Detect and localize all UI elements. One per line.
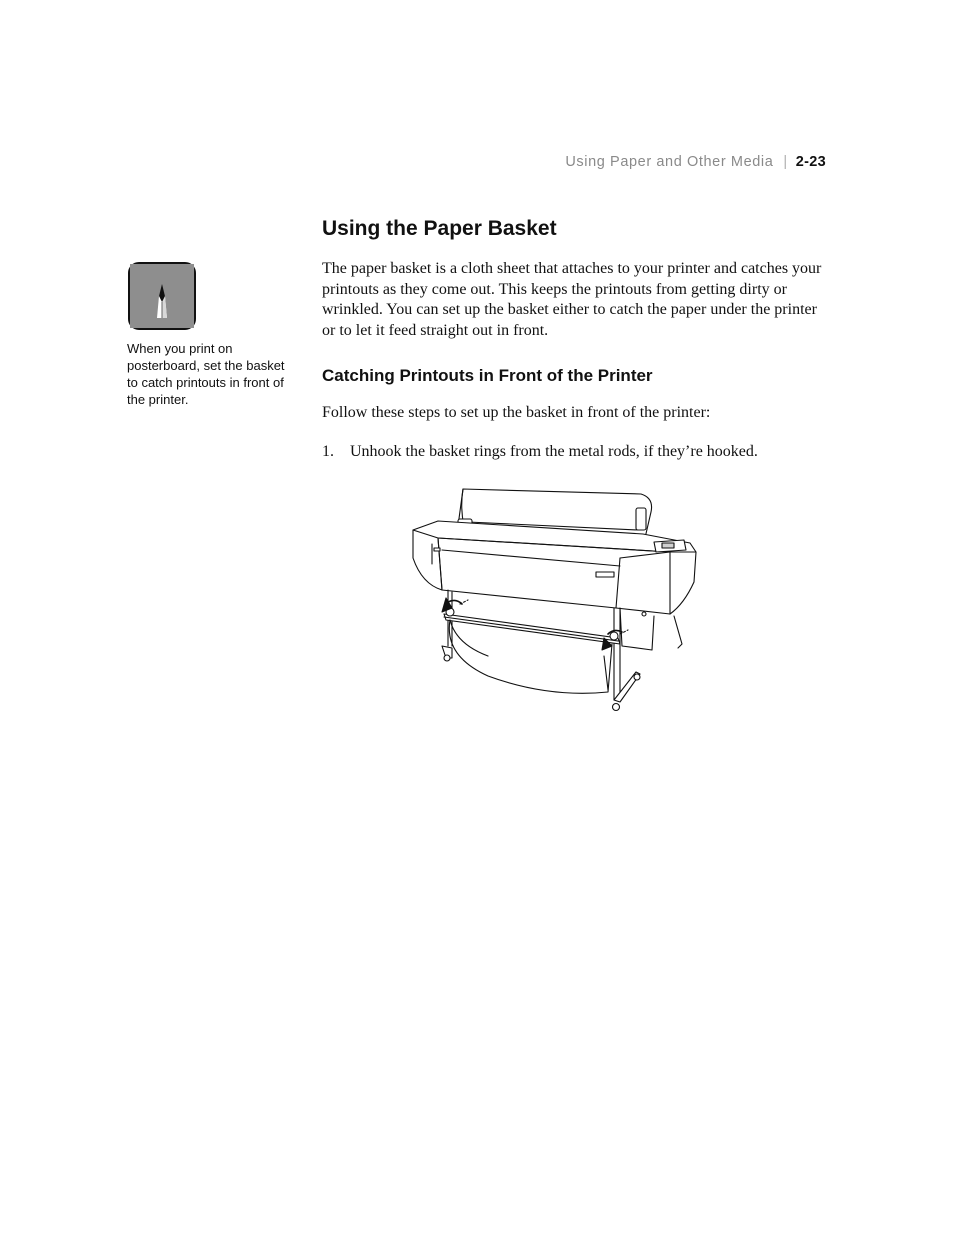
section-title: Using Paper and Other Media	[565, 154, 774, 170]
page-number: 2-23	[795, 154, 826, 170]
running-header	[565, 154, 826, 170]
section-heading: Using the Paper Basket	[322, 217, 557, 240]
printer-with-paper-basket-illustration	[408, 486, 700, 714]
intro-paragraph: The paper basket is a cloth sheet that attaches to your printer and catches your printouts as they come out. This keeps the printouts from getting dirty or wrinkled. You can set up the basket either to catch the paper under the printer or to let it feed straight out in front.	[322, 260, 822, 339]
subsection-heading: Catching Printouts in Front of the Printer	[322, 366, 653, 385]
lead-in-paragraph: Follow these steps to set up the basket in front of the printer:	[322, 404, 711, 421]
step-item	[322, 442, 758, 462]
step-text: Unhook the basket rings from the metal rods, if they’re hooked.	[350, 443, 758, 460]
pencil-note-icon	[128, 262, 196, 330]
margin-note: When you print on posterboard, set the basket to catch printouts in front of the printer.	[127, 341, 285, 407]
step-number: 1.	[322, 443, 334, 460]
header-separator: |	[783, 154, 788, 170]
